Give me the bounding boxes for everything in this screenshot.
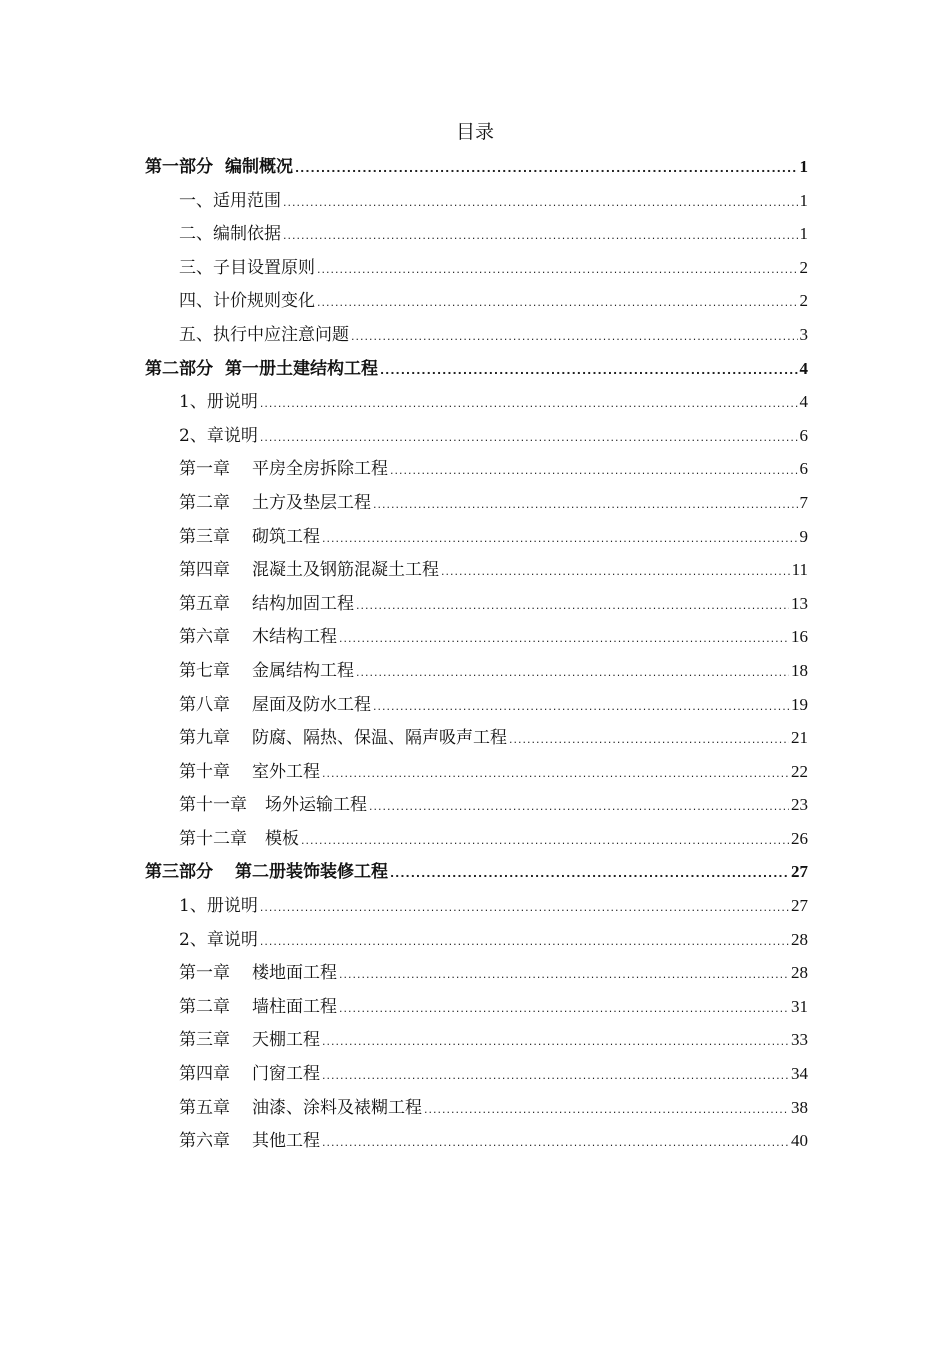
toc-page-number: 33 <box>791 1030 808 1050</box>
dot-leader <box>260 925 789 959</box>
dot-leader <box>322 1025 789 1059</box>
toc-entry-chapter[interactable] <box>145 520 808 554</box>
toc-page-number: 16 <box>791 627 808 647</box>
toc-page-number: 1 <box>799 224 808 244</box>
toc-entry[interactable] <box>145 251 808 285</box>
dot-leader <box>356 589 789 623</box>
dot-leader <box>317 286 798 320</box>
dot-leader <box>390 857 789 891</box>
toc-entry-chapter[interactable] <box>145 1091 808 1125</box>
dot-leader <box>260 387 798 421</box>
toc-list <box>145 150 808 1158</box>
toc-entry-label: 第五章 结构加固工程 <box>179 593 354 614</box>
toc-entry-chapter[interactable] <box>145 452 808 486</box>
toc-page-number: 7 <box>799 492 808 512</box>
toc-entry-label: 第二章 土方及垫层工程 <box>179 492 371 513</box>
toc-entry-label: 第三章 天棚工程 <box>179 1030 320 1051</box>
dot-leader <box>322 1126 789 1160</box>
toc-page-number: 11 <box>791 560 808 580</box>
dot-leader <box>380 354 798 388</box>
dot-leader <box>260 421 798 455</box>
toc-page-number: 22 <box>791 761 808 781</box>
toc-entry-chapter[interactable] <box>145 587 808 621</box>
toc-page-number: 28 <box>791 929 808 949</box>
dot-leader <box>509 723 789 757</box>
toc-page-number: 4 <box>799 392 808 412</box>
dot-leader <box>441 555 790 589</box>
toc-page-number: 38 <box>791 1097 808 1117</box>
toc-entry[interactable] <box>145 419 808 453</box>
dot-leader <box>317 253 798 287</box>
toc-page-number: 34 <box>791 1064 808 1084</box>
toc-page-number: 27 <box>791 896 808 916</box>
toc-entry-chapter[interactable] <box>145 755 808 789</box>
toc-entry-chapter[interactable] <box>145 990 808 1024</box>
toc-page-number: 2 <box>799 257 808 277</box>
toc-entry-label: 第五章 油漆、涂料及裱糊工程 <box>179 1097 422 1118</box>
toc-page-number: 26 <box>791 828 808 848</box>
toc-page-number: 2 <box>799 291 808 311</box>
toc-entry[interactable] <box>145 184 808 218</box>
toc-page-number: 28 <box>791 963 808 983</box>
dot-leader <box>339 992 789 1026</box>
toc-page-number: 19 <box>791 694 808 714</box>
toc-entry[interactable] <box>145 889 808 923</box>
toc-entry-label: 1、册说明 <box>179 896 258 917</box>
toc-entry-label: 第二部分 第一册土建结构工程 <box>145 358 378 379</box>
toc-entry-label: 第一章 楼地面工程 <box>179 963 337 984</box>
toc-page-number: 1 <box>799 190 808 210</box>
toc-entry-chapter[interactable] <box>145 788 808 822</box>
toc-entry[interactable] <box>145 318 808 352</box>
toc-entry[interactable] <box>145 385 808 419</box>
dot-leader <box>283 186 798 220</box>
toc-entry-label: 第十一章 场外运输工程 <box>179 795 367 816</box>
toc-page-number: 6 <box>799 425 808 445</box>
dot-leader <box>322 522 798 556</box>
toc-entry-label: 第二章 墙柱面工程 <box>179 996 337 1017</box>
toc-entry-label: 第七章 金属结构工程 <box>179 660 354 681</box>
dot-leader <box>373 488 798 522</box>
toc-entry-label: 第一章 平房全房拆除工程 <box>179 459 388 480</box>
toc-entry[interactable] <box>145 217 808 251</box>
toc-page-number: 21 <box>791 728 808 748</box>
toc-entry-label: 五、执行中应注意问题 <box>179 324 349 345</box>
toc-page-number: 1 <box>799 157 808 176</box>
toc-title: 目录 <box>455 121 494 143</box>
toc-page-number: 18 <box>791 660 808 680</box>
toc-entry-label: 第四章 混凝土及钢筋混凝土工程 <box>179 560 439 581</box>
toc-entry-label: 第一部分 编制概况 <box>145 157 293 177</box>
toc-entry-label: 2、章说明 <box>179 929 258 950</box>
dot-leader <box>301 824 789 858</box>
dot-leader <box>283 219 798 253</box>
toc-entry-label: 第十章 室外工程 <box>179 761 320 782</box>
toc-entry-label: 一、适用范围 <box>179 190 281 211</box>
dot-leader <box>260 891 789 925</box>
toc-entry-part-3[interactable] <box>145 855 808 889</box>
toc-entry-part-2[interactable] <box>145 352 808 386</box>
toc-entry-label: 第六章 木结构工程 <box>179 627 337 648</box>
toc-entry-label: 2、章说明 <box>179 425 258 446</box>
toc-entry-chapter[interactable] <box>145 721 808 755</box>
dot-leader <box>373 690 789 724</box>
toc-entry-label: 第六章 其他工程 <box>179 1131 320 1152</box>
toc-entry-chapter[interactable] <box>145 1057 808 1091</box>
toc-page-number: 23 <box>791 795 808 815</box>
toc-entry-chapter[interactable] <box>145 822 808 856</box>
toc-entry-label: 1、册说明 <box>179 392 258 413</box>
toc-entry[interactable] <box>145 923 808 957</box>
toc-entry-chapter[interactable] <box>145 1124 808 1158</box>
toc-entry-part-1[interactable] <box>145 150 808 184</box>
toc-entry-chapter[interactable] <box>145 553 808 587</box>
toc-entry-chapter[interactable] <box>145 486 808 520</box>
toc-page-number: 4 <box>799 358 808 378</box>
dot-leader <box>390 454 798 488</box>
toc-entry-label: 二、编制依据 <box>179 224 281 245</box>
toc-page-number: 40 <box>791 1131 808 1151</box>
toc-entry-label: 第八章 屋面及防水工程 <box>179 694 371 715</box>
toc-page-number: 9 <box>799 526 808 546</box>
dot-leader <box>295 152 798 186</box>
toc-entry-label: 第十二章 模板 <box>179 828 299 849</box>
toc-entry-chapter[interactable] <box>145 1023 808 1057</box>
toc-entry-label: 第三章 砌筑工程 <box>179 526 320 547</box>
dot-leader <box>424 1093 789 1127</box>
toc-entry-label: 四、计价规则变化 <box>179 291 315 312</box>
toc-entry-chapter[interactable] <box>145 688 808 722</box>
toc-entry-chapter[interactable] <box>145 620 808 654</box>
toc-entry[interactable] <box>145 284 808 318</box>
dot-leader <box>369 790 789 824</box>
dot-leader <box>322 1059 789 1093</box>
dot-leader <box>351 320 798 354</box>
toc-page-number: 27 <box>791 862 808 882</box>
toc-page-number: 13 <box>791 593 808 613</box>
toc-page-number: 6 <box>799 459 808 479</box>
toc-entry-label: 第三部分 第二册装饰装修工程 <box>145 862 388 883</box>
toc-entry-label: 第四章 门窗工程 <box>179 1064 320 1085</box>
toc-entry-chapter[interactable] <box>145 654 808 688</box>
toc-entry-chapter[interactable] <box>145 956 808 990</box>
dot-leader <box>339 958 789 992</box>
toc-entry-label: 三、子目设置原则 <box>179 257 315 278</box>
dot-leader <box>322 757 789 791</box>
toc-entry-label: 第九章 防腐、隔热、保温、隔声吸声工程 <box>179 728 507 749</box>
toc-page-number: 31 <box>791 996 808 1016</box>
toc-page-number: 3 <box>799 324 808 344</box>
dot-leader <box>356 656 789 690</box>
dot-leader <box>339 622 789 656</box>
